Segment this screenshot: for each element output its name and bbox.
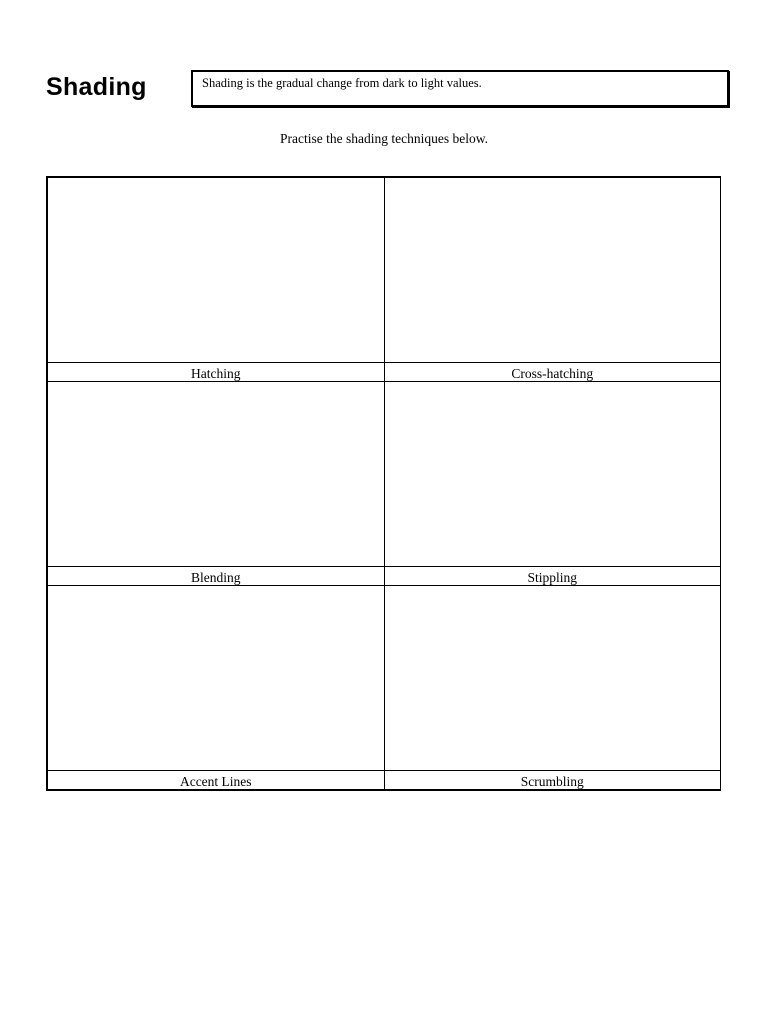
technique-label: Blending (48, 567, 384, 586)
grid-row (48, 178, 720, 382)
technique-cell-stippling (384, 382, 721, 586)
drawing-area (385, 586, 721, 771)
technique-label: Cross-hatching (385, 363, 721, 382)
instructions-text: Practise the shading techniques below. (280, 131, 488, 146)
technique-label: Stippling (385, 567, 721, 586)
definition-text: Shading is the gradual change from dark to light values. (202, 76, 482, 90)
technique-label: Accent Lines (48, 771, 384, 791)
technique-cell-accent-lines (48, 586, 384, 791)
technique-cell-cross-hatching (384, 178, 721, 382)
page-title: Shading (46, 73, 147, 101)
technique-cell-hatching (48, 178, 384, 382)
drawing-area (48, 178, 384, 363)
technique-cell-blending (48, 382, 384, 586)
technique-cell-scrumbling (384, 586, 721, 791)
technique-grid (46, 176, 721, 791)
technique-label: Scrumbling (385, 771, 721, 791)
definition-box (191, 70, 729, 107)
drawing-area (385, 178, 721, 363)
grid-row (48, 382, 720, 586)
drawing-area (48, 382, 384, 567)
drawing-area (48, 586, 384, 771)
technique-label: Hatching (48, 363, 384, 382)
grid-row (48, 586, 720, 791)
drawing-area (385, 382, 721, 567)
